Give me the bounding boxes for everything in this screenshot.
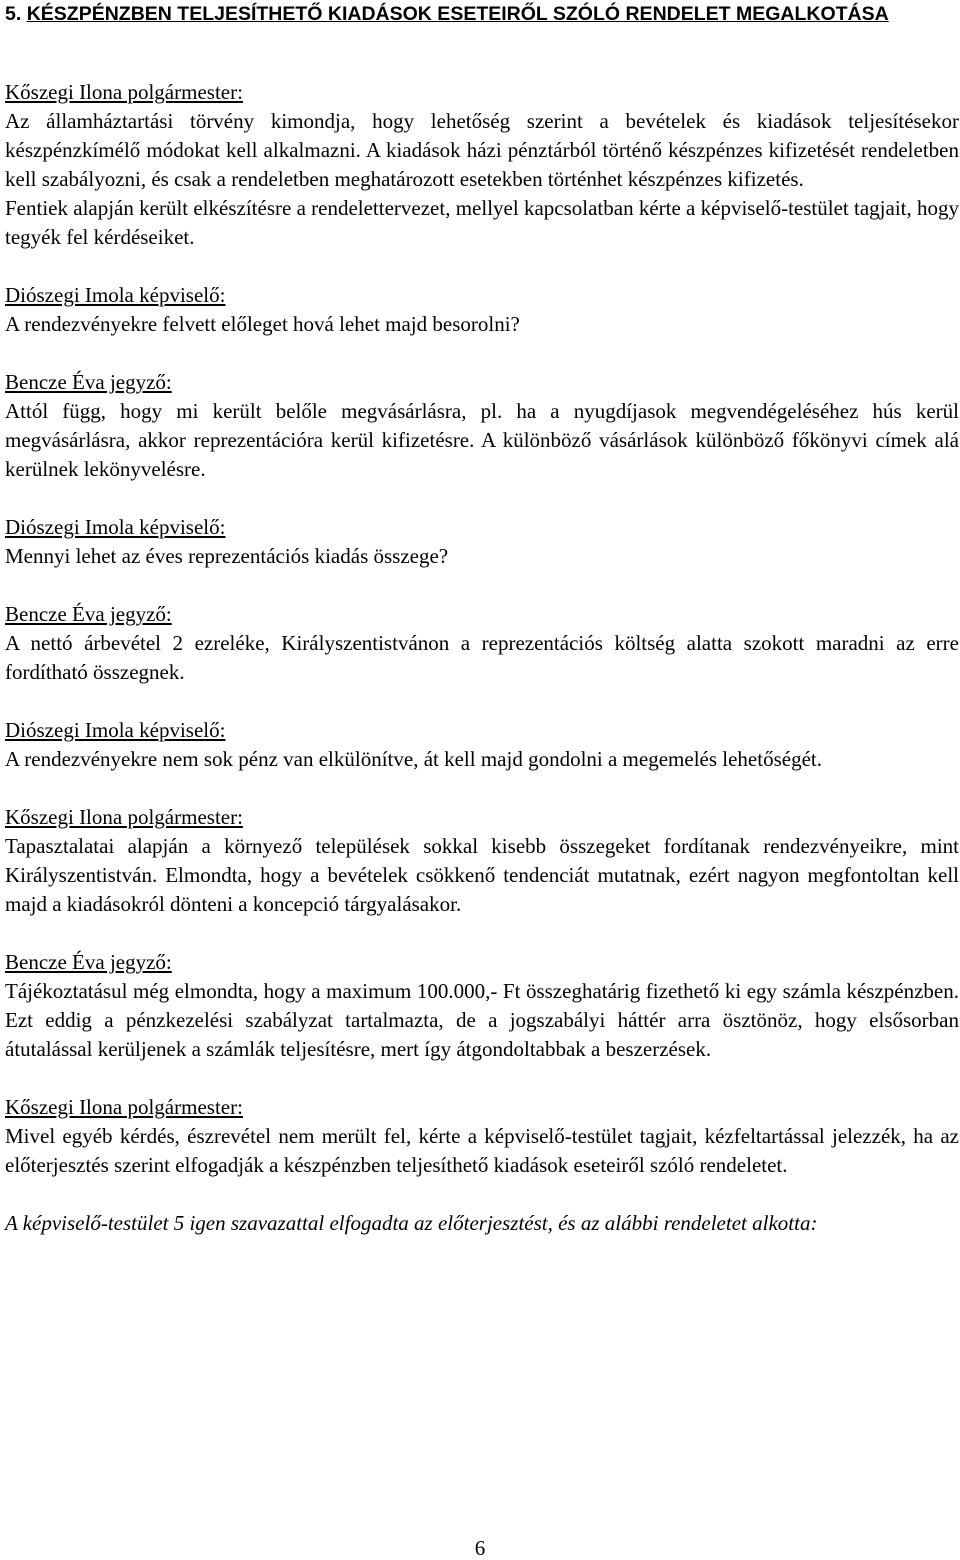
speaker-name: Diószegi Imola képviselő: — [5, 283, 226, 307]
speech-block — [5, 948, 959, 1064]
speech-paragraph: Tájékoztatásul még elmondta, hogy a maximum 100.000,- Ft összeghatárig fizethető ki egy számla készpénzben. Ezt eddig a pénzkezelési szabályzat tartalmazta, de a jogszabályi háttér arra ösztönöz, hogy elsősorban átutalással kerüljenek a számlák teljesítésre, mert így átgondoltabbak a beszerzések. — [5, 979, 959, 1061]
speech-block — [5, 716, 959, 774]
speaker-name: Kőszegi Ilona polgármester: — [5, 80, 243, 104]
speech-paragraph: A rendezvényekre felvett előleget hová lehet majd besorolni? — [5, 312, 520, 336]
page-number: 6 — [474, 1536, 486, 1560]
speech-block — [5, 1093, 959, 1180]
speech-block — [5, 281, 959, 339]
speech-paragraph: Tapasztalatai alapján a környező települések sokkal kisebb összegeket fordítanak rendezvényeikre, mint Királyszentistván. Elmondta, hogy a bevételek csökkenő tendenciát mutatnak, ezért nagyon megfontoltan kell majd a kiadásokról dönteni a koncepció tárgyalásakor. — [5, 834, 959, 916]
speech-paragraph: Fentiek alapján került elkészítésre a rendelettervezet, mellyel kapcsolatban kérte a képviselő-testület tagjait, hogy tegyék fel kérdéseiket. — [5, 196, 959, 249]
speech-paragraph: Attól függ, hogy mi került belőle megvásárlásra, pl. ha a nyugdíjasok megvendégeléséhez hús kerül megvásárlásra, akkor reprezentációra kerül kifizetésre. A különböző vásárlások különböző főkönyvi címek alá kerülnek lekönyvelésre. — [5, 399, 959, 481]
speech-block — [5, 368, 959, 484]
section-number: 5. — [5, 3, 22, 25]
speaker-name: Bencze Éva jegyző: — [5, 370, 172, 394]
speech-block — [5, 78, 959, 252]
document-page — [5, 0, 959, 1238]
section-heading — [5, 0, 959, 28]
speech-paragraph: Mivel egyéb kérdés, észrevétel nem merült fel, kérte a képviselő-testület tagjait, kézfeltartással jelezzék, ha az előterjesztés szerint elfogadják a készpénzben teljesíthető kiadások eseteiről szóló rendeletet. — [5, 1124, 959, 1177]
speaker-name: Bencze Éva jegyző: — [5, 602, 172, 626]
speaker-name: Bencze Éva jegyző: — [5, 950, 172, 974]
speaker-name: Diószegi Imola képviselő: — [5, 515, 226, 539]
speaker-name: Kőszegi Ilona polgármester: — [5, 1095, 243, 1119]
resolution-text: A képviselő-testület 5 igen szavazattal elfogadta az előterjesztést, és az alábbi rendeletet alkotta: — [5, 1211, 818, 1235]
section-title: KÉSZPÉNZBEN TELJESÍTHETŐ KIADÁSOK ESETEIRŐL SZÓLÓ RENDELET MEGALKOTÁSA — [26, 3, 889, 25]
speech-block — [5, 600, 959, 687]
speech-block — [5, 513, 959, 571]
speech-paragraph: Az államháztartási törvény kimondja, hogy lehetőség szerint a bevételek és kiadások teljesítésekor készpénzkímélő módokat kell alkalmazni. A kiadások házi pénztárból történő készpénzes kifizetését rendeletben kell szabályozni, és csak a rendeletben meghatározott esetekben történhet készpénzes kifizetés. — [5, 109, 959, 191]
speaker-name: Diószegi Imola képviselő: — [5, 718, 226, 742]
speaker-name: Kőszegi Ilona polgármester: — [5, 805, 243, 829]
speech-paragraph: A rendezvényekre nem sok pénz van elkülönítve, át kell majd gondolni a megemelés lehetőségét. — [5, 747, 822, 771]
speech-paragraph: A nettó árbevétel 2 ezreléke, Királyszentistvánon a reprezentációs költség alatta szokott maradni az erre fordítható összegnek. — [5, 631, 959, 684]
speech-paragraph: Mennyi lehet az éves reprezentációs kiadás összege? — [5, 544, 449, 568]
speech-block — [5, 803, 959, 919]
